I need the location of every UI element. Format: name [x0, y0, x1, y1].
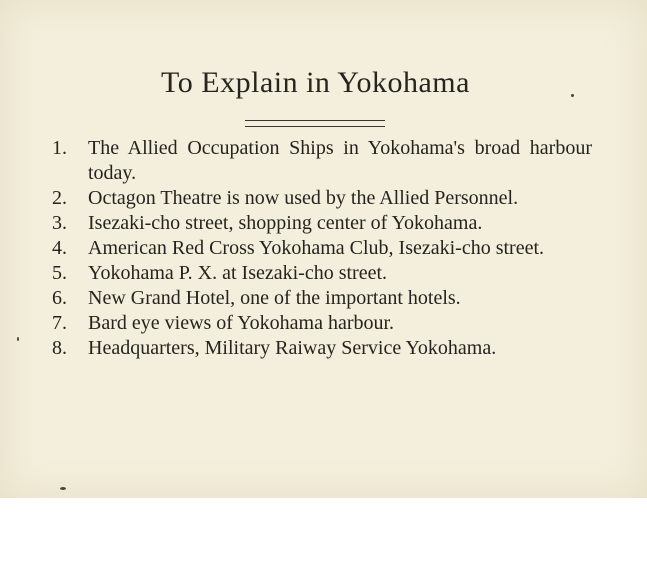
item-number: 5. [52, 262, 67, 284]
list-item [52, 136, 592, 186]
list-item [52, 261, 592, 286]
list-item [52, 286, 592, 311]
item-number: 7. [52, 312, 67, 334]
list-item [52, 236, 592, 261]
item-number: 6. [52, 287, 67, 309]
ink-speck [17, 337, 19, 341]
item-text: New Grand Hotel, one of the important hotels. [88, 287, 461, 309]
ink-speck [571, 94, 574, 97]
item-text: Yokohama P. X. at Isezaki-cho street. [88, 262, 388, 284]
list-item [52, 186, 592, 211]
item-number: 2. [52, 187, 67, 209]
ink-speck [60, 487, 66, 490]
page-title: To Explain in Yokohama [161, 66, 470, 99]
item-text: Bard eye views of Yokohama harbour. [88, 312, 395, 334]
item-text: American Red Cross Yokohama Club, Isezaki-cho street. [88, 237, 545, 259]
list-item [52, 311, 592, 336]
item-number: 4. [52, 237, 67, 259]
list-item [52, 336, 592, 361]
item-text: The Allied Occupation Ships in Yokohama's broad harbour today. [88, 137, 592, 184]
list-item [52, 211, 592, 236]
item-text: Octagon Theatre is now used by the Allied Personnel. [88, 187, 519, 209]
item-text: Isezaki-cho street, shopping center of Yokohama. [88, 212, 483, 234]
item-number: 1. [52, 137, 67, 159]
item-number: 8. [52, 337, 67, 359]
item-list [52, 136, 592, 361]
title-double-rule [245, 120, 385, 127]
item-number: 3. [52, 212, 67, 234]
item-text: Headquarters, Military Raiway Service Yokohama. [88, 337, 497, 359]
